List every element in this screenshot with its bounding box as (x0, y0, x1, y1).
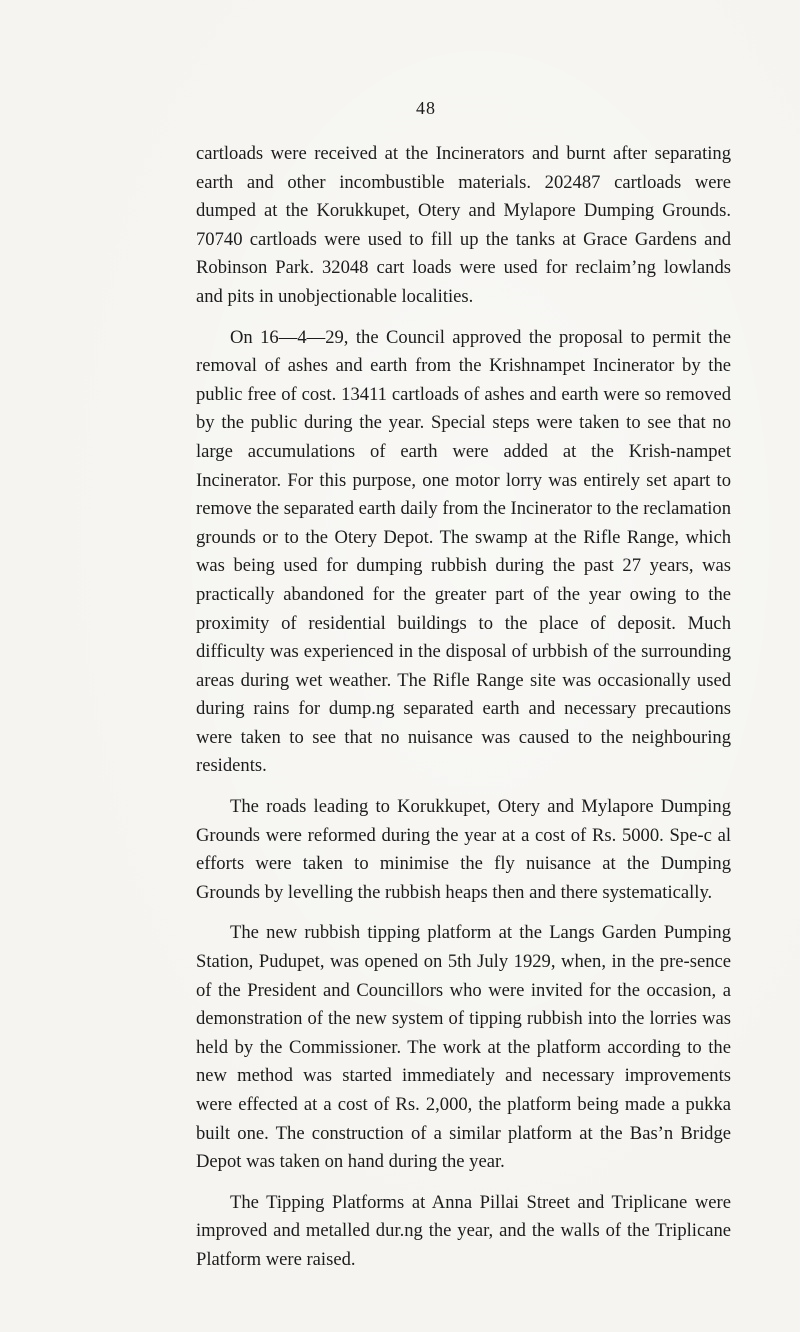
paragraph-ashes-removal: On 16—4—29, the Council approved the proposal to permit the removal of ashes and earth from the Krishnampet Incinerator by the public free of cost. 13411 cartloads of ashes and earth were so removed by the public during the year. Special steps were taken to see that no large accumulations of earth were added at the Krish-nampet Incinerator. For this purpose, one motor lorry was entirely set apart to remove the separated earth daily from the Incinerator to the reclamation grounds or to the Otery Depot. The swamp at the Rifle Range, which was being used for dumping rubbish during the past 27 years, was practically abandoned for the greater part of the year owing to the proximity of residential buildings to the place of deposit. Much difficulty was experienced in the disposal of urbbish of the surrounding areas during wet weather. The Rifle Range site was occasionally used during rains for dump.ng separated earth and necessary precautions were taken to see that no nuisance was caused to the neighbouring residents. (196, 326, 731, 777)
paragraph-dumping-roads: The roads leading to Korukkupet, Otery and Mylapore Dumping Grounds were reformed during the year at a cost of Rs. 5000. Spe-c al efforts were taken to minimise the fly nuisance at the Dumping Grounds by levelling the rubbish heaps then and there systematically. (196, 796, 731, 903)
body-text (196, 140, 731, 1287)
page-number: 48 (416, 98, 436, 118)
paragraph-incinerator-cartloads: cartloads were received at the Incinerators and burnt after separating earth and other incombustible materials. 202487 cartloads were dumped at the Korukkupet, Otery and Mylapore Dumping Grounds. 70740 cartloads were used to fill up the tanks at Grace Gardens and Robinson Park. 32048 cart loads were used for reclaim’ng lowlands and pits in unobjectionable localities. (196, 143, 731, 307)
paragraph-tipping-platform: The new rubbish tipping platform at the Langs Garden Pumping Station, Pudupet, was opened on 5th July 1929, when, in the pre-sence of the President and Councillors who were invited for the occasion, a demonstration of the new system of tipping rubbish into the lorries was held by the Commissioner. The work at the platform according to the new method was started immediately and necessary improvements were effected at a cost of Rs. 2,000, the platform being made a pukka built one. The construction of a similar platform at the Bas’n Bridge Depot was taken on hand during the year. (196, 922, 731, 1173)
paragraph-triplicane-platform: The Tipping Platforms at Anna Pillai Street and Triplicane were improved and metalled dur.ng the year, and the walls of the Triplicane Platform were raised. (196, 1191, 731, 1270)
